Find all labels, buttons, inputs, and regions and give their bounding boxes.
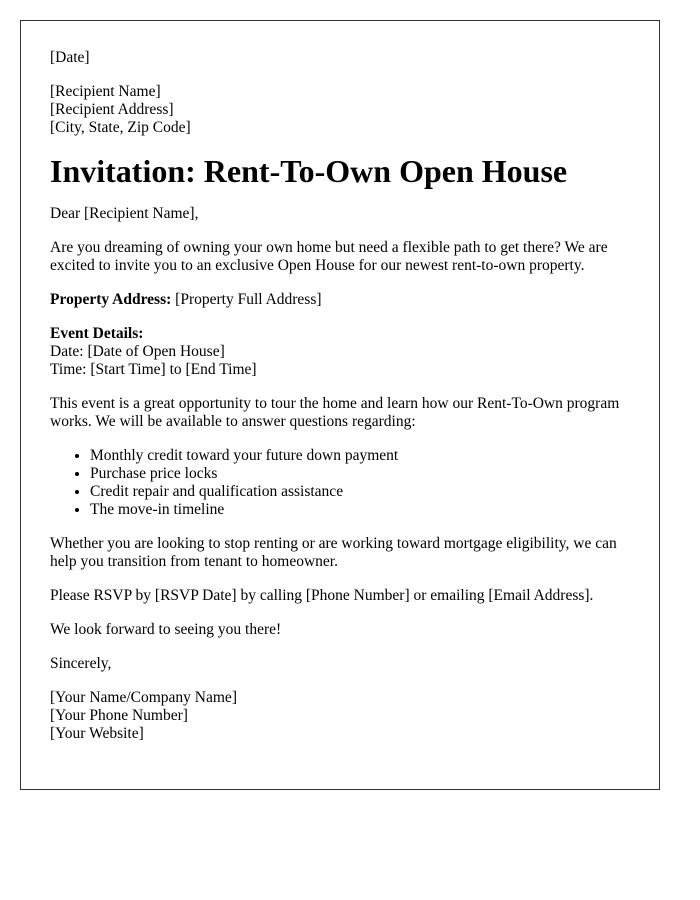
sender-website: [Your Website]: [50, 725, 144, 742]
opportunity-paragraph: This event is a great opportunity to tour the home and learn how our Rent-To-Own program works. We will be available to answer questions regarding:: [50, 395, 620, 430]
property-address: [50, 291, 630, 309]
sender-name: [Your Name/Company Name]: [50, 689, 237, 706]
event-date: Date: [Date of Open House]: [50, 343, 225, 360]
signoff: Sincerely,: [50, 655, 112, 672]
letter-page: [20, 20, 660, 790]
salutation: Dear [Recipient Name],: [50, 205, 199, 222]
list-item: • The move-in timeline: [90, 501, 630, 519]
property-address-value: [Property Full Address]: [175, 291, 322, 308]
event-details: [50, 325, 630, 379]
closing-line: We look forward to seeing you there!: [50, 621, 282, 638]
sender-phone: [Your Phone Number]: [50, 707, 188, 724]
list-item: • Monthly credit toward your future down payment: [90, 447, 630, 465]
list-item: • Credit repair and qualification assistance: [90, 483, 630, 501]
letter-title: Invitation: Rent-To-Own Open House: [50, 153, 568, 189]
list-item: • Purchase price locks: [90, 465, 630, 483]
intro-paragraph: Are you dreaming of owning your own home but need a flexible path to get there? We are excited to invite you to an exclusive Open House for our newest rent-to-own property.: [50, 239, 608, 274]
property-address-label: Property Address:: [50, 291, 172, 308]
event-time: Time: [Start Time] to [End Time]: [50, 361, 257, 378]
sender-block: [50, 689, 630, 743]
recipient-name: [Recipient Name]: [50, 83, 161, 100]
recipient-block: [50, 83, 630, 137]
topics-list: [50, 447, 630, 519]
rsvp-paragraph: Please RSVP by [RSVP Date] by calling [Phone Number] or emailing [Email Address].: [50, 587, 594, 604]
recipient-city-state-zip: [City, State, Zip Code]: [50, 119, 191, 136]
recipient-address: [Recipient Address]: [50, 101, 174, 118]
transition-paragraph: Whether you are looking to stop renting or are working toward mortgage eligibility, we can help you transition from tenant to homeowner.: [50, 535, 617, 570]
event-details-label: Event Details:: [50, 325, 144, 342]
letter-date: [Date]: [50, 49, 90, 66]
